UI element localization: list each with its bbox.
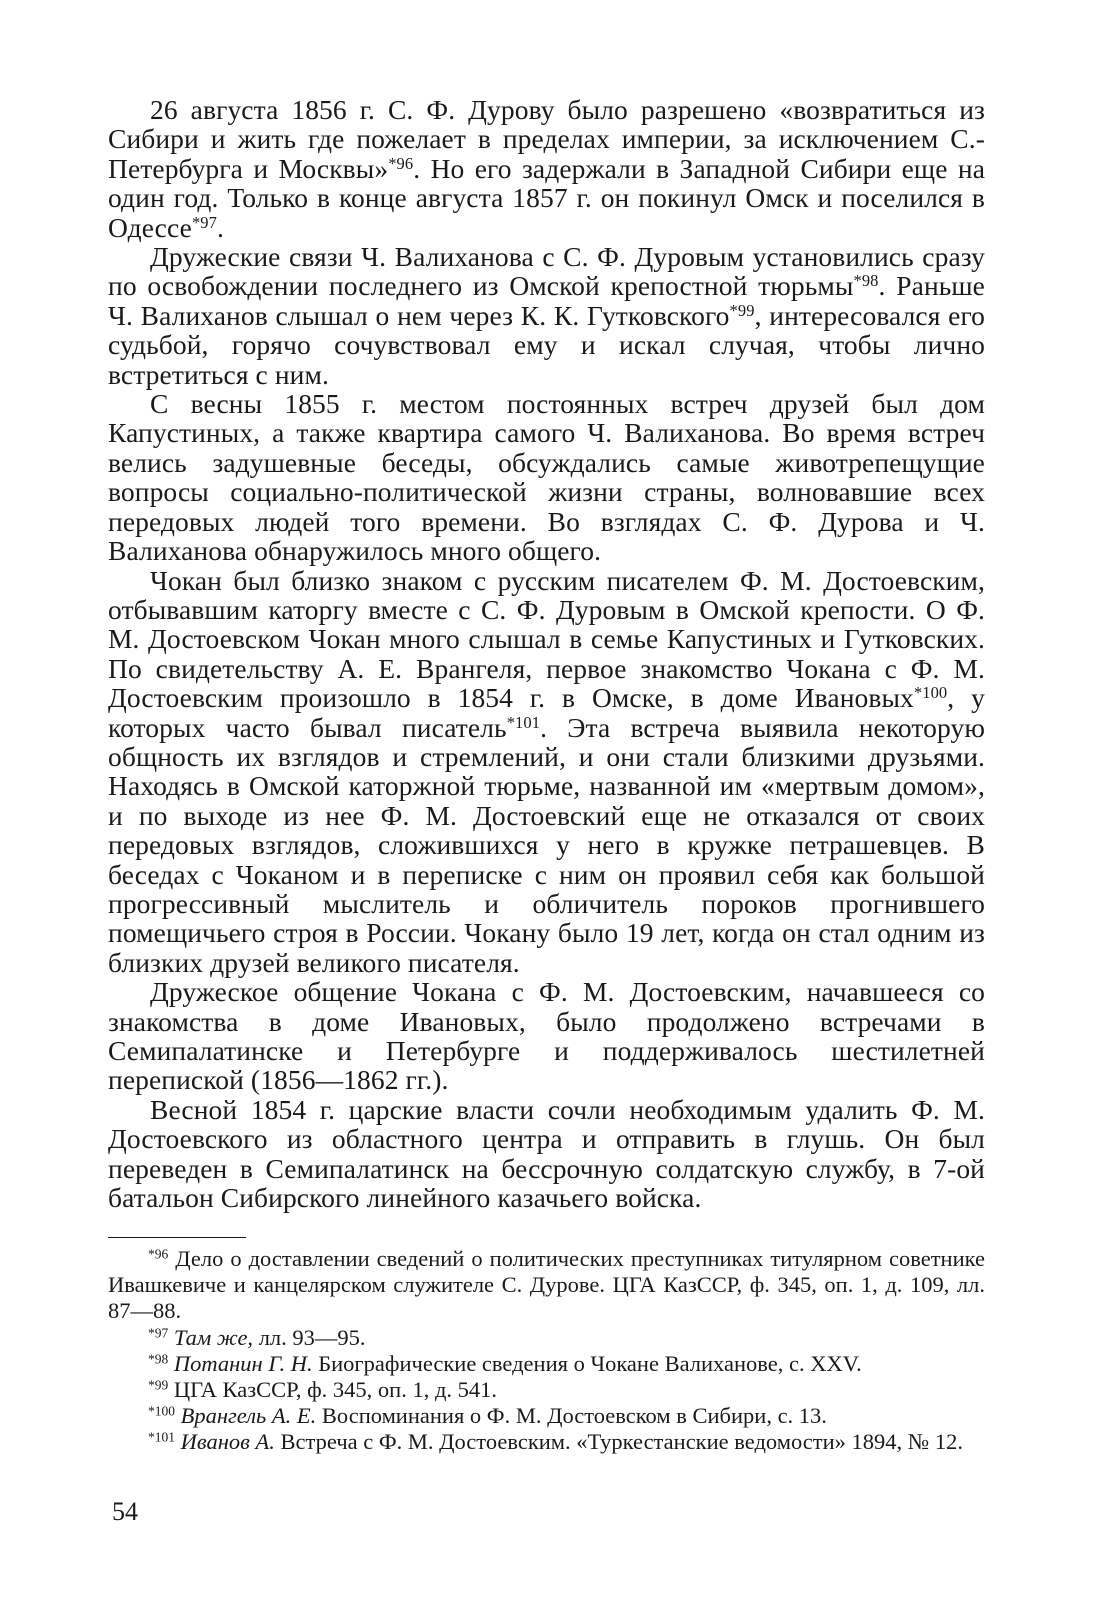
paragraph-exile: Весной 1854 г. царские власти сочли необходимым удалить Ф. М. Достоевского из областного центра и отправить в глушь. Он был переведен в Семипалатинск на бессрочную солдатскую службу, в 7-ой батальон Сибирского линейного казачьего войска. [108,1093,985,1214]
paragraph-friendship: Дружеские связи Ч. Валиханова с С. Ф. Дуровым установились сразу по освобождении последнего из Омской крепостной тюрьмы$^{*98}$. Раньше Ч. Валиханов слышал о нем через К. К. Гутковского$^{*99}$, интересовался его судьбой, горячо сочувствовал ему и искал случая, чтобы лично встретиться с ним. [108,241,986,390]
footnote-96: $^{*96}$ Дело о доставлении сведений о политических преступниках титулярном советнике Ивашкевиче и канцелярском служителе С. Дурове. ЦГА КазССР, ф. 345, оп. 1, д. 109, лл. 87—88. [108,1246,985,1324]
footnote-97: $^{*97}$ Там же, лл. 93—95. [148,1324,366,1350]
page-number: 54 [112,1497,138,1526]
footnote-99: $^{*99}$ ЦГА КазССР, ф. 345, оп. 1, д. 541. [148,1377,498,1403]
footnote-ref-96[interactable]: *96 [388,153,414,173]
main-text [108,95,985,1212]
paragraph-durov-release: 26 августа 1856 г. С. Ф. Дурову было разрешено «возвратиться из Сибири и жить где пожелает в пределах империи, за исключением С.-Петербурга и Москвы»$^{*96}$. Но его задержали в Западной Сибири еще на один год. Только в конце августа 1857 г. он покинул Омск и поселился в Одессе$^{*97}$. [108,94,985,243]
footnote-ref-100[interactable]: *100 [913,683,948,703]
paragraph-correspondence: Дружеское общение Чокана с Ф. М. Достоевским, начавшееся со знакомства в доме Ивановых, было продолжено встречами в Семипалатинске и Петербурге и поддерживалось шестилетней перепиской (1856—1862 гг.). [108,976,985,1096]
footnote-100: $^{*100}$ Врангель А. Е. Воспоминания о Ф. М. Достоевском в Сибири, с. 13. [148,1403,827,1429]
footnote-ref-97[interactable]: *97 [191,212,217,232]
footnotes [108,1246,985,1456]
footnote-101: $^{*101}$ Иванов А. Встреча с Ф. М. Достоевским. «Туркестанские ведомости» 1894, № 12. [148,1429,963,1455]
footnote-divider [108,1237,246,1238]
footnote-ref-98[interactable]: *98 [853,271,879,291]
footnote-ref-101[interactable]: *101 [506,712,541,732]
footnote-98: $^{*98}$ Потанин Г. Н. Биографические сведения о Чокане Валиханове, с. XXV. [148,1350,862,1376]
paragraph-meetings: С весны 1855 г. местом постоянных встреч друзей был дом Капустиных, а также квартира самого Ч. Валиханова. Во время встреч велись задушевные беседы, обсуждались самые животрепещущие вопросы социально-политической жизни страны, волновавшие всех передовых людей того времени. Во взглядах С. Ф. Дурова и Ч. Валиханова обнаружилось много общего. [108,388,985,567]
paragraph-dostoevsky: Чокан был близко знаком с русским писателем Ф. М. Достоевским, отбывавшим каторгу вместе с С. Ф. Дуровым в Омской крепости. О Ф. М. Достоевском Чокан много слышал в семье Капустиных и Гутковских. По свидетельству А. Е. Врангеля, первое знакомство Чокана с Ф. М. Достоевским произошло в 1854 г. в Омске, в доме Ивановых$^{*100}$, у которых часто бывал писатель$^{*101}$. Эта встреча выявила некоторую общность их взглядов и стремлений, и они стали близкими друзьями. Находясь в Омской каторжной тюрьме, названной им «мертвым домом», и по выходе из нее Ф. М. Достоевский еще не отказался от своих передовых взглядов, сложившихся у него в кружке петрашевцев. В беседах с Чоканом и в переписке с ним он проявил себя как большой прогрессивный мыслитель и обличитель пороков прогнившего помещичьего строя в России. Чокану было 19 лет, когда он стал одним из близких друзей великого писателя. [108,564,985,978]
footnote-ref-99[interactable]: *99 [729,300,755,320]
